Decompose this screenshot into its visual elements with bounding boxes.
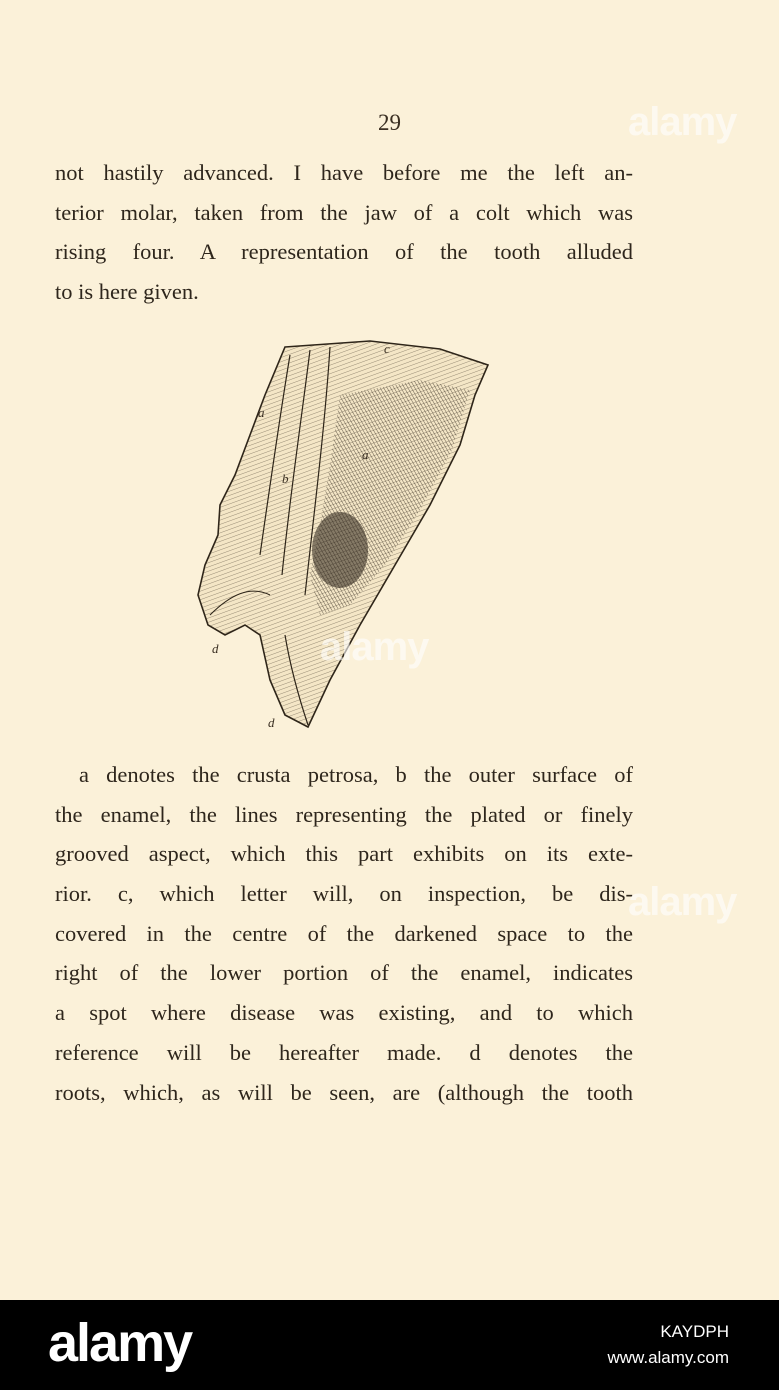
- alamy-logo: alamy: [48, 1313, 192, 1373]
- text-line: rior. c, which letter will, on inspection, be dis-: [55, 881, 633, 907]
- text-line: grooved aspect, which this part exhibits on its exte-: [55, 841, 633, 867]
- text-line: reference will be hereafter made. d denotes the: [55, 1039, 633, 1065]
- image-id: KAYDPH: [660, 1322, 729, 1341]
- text-line: a spot where disease was existing, and to which: [55, 1000, 633, 1026]
- text-line: right of the lower portion of the enamel, indicates: [55, 960, 633, 986]
- figure-label-c: c: [384, 341, 390, 356]
- figure-label-a: a: [362, 447, 369, 462]
- tooth-illustration: [190, 335, 500, 740]
- watermark: alamy: [628, 880, 737, 924]
- text-line: the enamel, the lines representing the plated or finely: [55, 801, 633, 827]
- figure-label-a: a: [258, 405, 265, 420]
- text-line: a denotes the crusta petrosa, b the outer surface of: [79, 762, 633, 787]
- figure-label-d: d: [268, 715, 275, 730]
- text-line: roots, which, as will be seen, are (although the tooth: [55, 1079, 633, 1105]
- site-url: www.alamy.com: [607, 1348, 729, 1367]
- paragraph-intro: [55, 153, 633, 312]
- text-line: to is here given.: [55, 279, 199, 305]
- watermark: alamy: [320, 625, 429, 669]
- text-line: rising four. A representation of the tooth alluded: [55, 239, 633, 265]
- paragraph-caption: [55, 755, 633, 1112]
- tooth-engraving: [190, 335, 500, 740]
- stock-footer-bar: [0, 1300, 779, 1390]
- text-line: not hastily advanced. I have before me the left an-: [55, 160, 633, 185]
- watermark: alamy: [628, 100, 737, 144]
- text-line: terior molar, taken from the jaw of a colt which was: [55, 199, 633, 225]
- figure-label-d: d: [212, 641, 219, 656]
- text-line: covered in the centre of the darkened space to the: [55, 920, 633, 946]
- page-number: 29: [378, 110, 401, 135]
- figure-label-b: b: [282, 471, 289, 486]
